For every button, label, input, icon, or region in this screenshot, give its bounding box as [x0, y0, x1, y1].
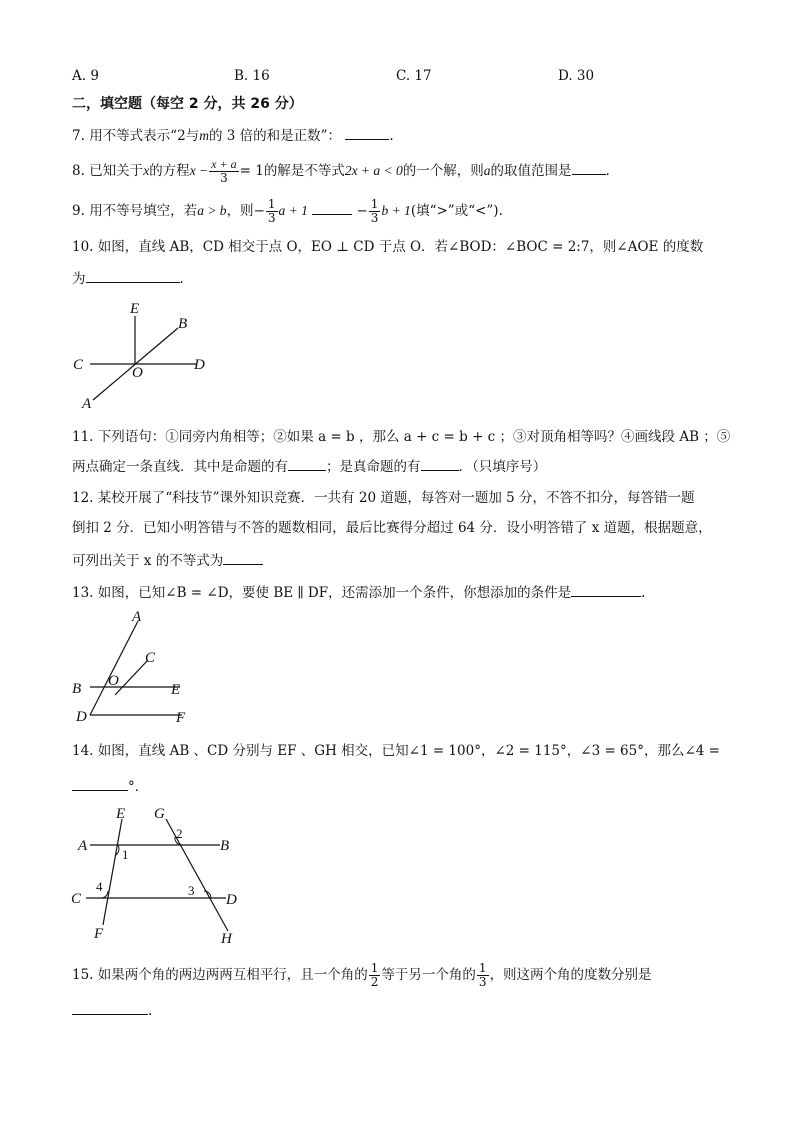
q9-fraction-1: $\frac{1}{3}$	[267, 197, 276, 225]
label-f: F	[94, 926, 104, 942]
q15-number: 15.	[72, 967, 94, 983]
label-d: D	[76, 709, 87, 725]
label-a: A	[82, 396, 92, 412]
q9-number: 9.	[72, 203, 85, 219]
q9-text-c: (填“>”或“<”).	[410, 203, 503, 219]
angle-4-label: 4	[96, 879, 103, 894]
q9-fraction-2: $\frac{1}{3}$	[370, 197, 379, 225]
q7-text-b: 的 3 倍的和是正数”：	[208, 128, 342, 144]
q7-var: m	[199, 128, 209, 143]
q12-text-1: 某校开展了“科技节”课外知识竞赛．一共有 20 道题，每答对一题加 5 分，不答不扣分，每答错一题	[97, 490, 695, 506]
q15-text-c: ，则这两个角的度数分别是	[489, 967, 652, 983]
question-9	[72, 198, 503, 225]
q11-text-2c: ．（只填序号）	[458, 459, 547, 475]
question-15-line-2	[72, 1000, 152, 1020]
q8-answer-blank[interactable]	[572, 160, 606, 175]
q9-neg-2: −	[356, 203, 368, 219]
label-a: A	[132, 609, 142, 625]
q10-text-1: 如图，直线 AB，CD 相交于点 O，EO ⊥ CD 于点 O．若∠BOD：∠BOC = 2:7，则∠AOE 的度数	[97, 239, 704, 255]
angle-1-label: 1	[122, 847, 129, 862]
q10-answer-blank[interactable]	[86, 268, 180, 283]
figure-13	[70, 605, 210, 730]
q7-number: 7.	[72, 128, 85, 144]
q11-text-2a: 两点确定一条直线．其中是命题的有	[72, 459, 288, 475]
question-12-line-2: 倒扣 2 分．已知小明答错与不答的题数相同，最后比赛得分超过 64 分．设小明答错了 x 道题，根据题意，	[72, 520, 712, 536]
angle-2-label: 2	[176, 826, 183, 841]
q15-fraction-2: $\frac{1}{3}$	[478, 961, 487, 989]
q10-end: .	[179, 271, 184, 287]
label-b: B	[178, 316, 188, 332]
label-o: O	[108, 673, 119, 689]
q8-number: 8.	[72, 163, 85, 179]
question-13	[72, 582, 645, 602]
line-ef	[103, 819, 122, 925]
question-10-line-2	[72, 268, 184, 288]
label-e: E	[171, 682, 181, 698]
q8-eq-right: = 1	[239, 163, 264, 179]
q11-blank-true-propositions[interactable]	[421, 456, 459, 471]
q15-answer-blank[interactable]	[72, 1000, 148, 1015]
q13-answer-blank[interactable]	[571, 582, 641, 597]
q9-text-b: ，则	[226, 203, 254, 219]
question-12-line-3	[72, 550, 263, 570]
q12-answer-blank[interactable]	[223, 550, 263, 565]
section-title: 二，填空题（每空 2 分，共 26 分）	[72, 96, 303, 112]
option-a: A. 9	[72, 68, 99, 84]
q8-text-c: 的解是不等式	[263, 163, 345, 179]
q9-answer-blank[interactable]	[312, 200, 352, 215]
figure-14	[68, 803, 248, 948]
q9-neg-1: −	[253, 203, 265, 219]
option-d: D. 30	[558, 68, 595, 84]
option-c: C. 17	[396, 68, 432, 84]
question-10-line-1	[72, 238, 703, 256]
question-7	[72, 125, 394, 145]
label-h: H	[221, 931, 232, 947]
q8-end: .	[605, 163, 610, 179]
q7-answer-blank[interactable]	[345, 125, 389, 140]
q15-end: .	[148, 1003, 153, 1019]
question-14-line-2	[72, 776, 148, 796]
q8-var: x	[143, 163, 150, 178]
angle-4-arc	[102, 891, 108, 898]
q8-text-a: 已知关于	[89, 163, 144, 179]
q11-blank-propositions[interactable]	[288, 456, 326, 471]
q15-text-a: 如果两个角的两边两两互相平行，且一个角的	[97, 967, 368, 983]
q15-text-b: 等于另一个角的	[381, 967, 476, 983]
label-o: O	[132, 365, 143, 381]
q13-text: 如图，已知∠B = ∠D，要使 BE ∥ DF，还需添加一个条件，你想添加的条件是	[97, 585, 572, 601]
question-15-line-1	[72, 962, 652, 989]
q14-number: 14.	[72, 743, 94, 759]
q7-end: .	[389, 128, 394, 144]
q8-var2: a	[483, 163, 491, 178]
question-8	[72, 158, 610, 185]
q9-cond: a > b	[197, 203, 227, 218]
q8-text-d: 的一个解，则	[402, 163, 484, 179]
q11-text-2b: ；是真命题的有	[326, 459, 421, 475]
q7-text-a: 用不等式表示“2与	[89, 128, 200, 144]
label-d: D	[194, 357, 205, 373]
label-c: C	[145, 650, 156, 666]
q14-answer-blank[interactable]	[72, 776, 128, 791]
q8-eq-left: x −	[189, 163, 209, 178]
label-d: D	[226, 892, 237, 908]
label-a: A	[78, 838, 88, 854]
label-g: G	[154, 806, 165, 822]
q9-expr-2: b + 1	[381, 203, 411, 218]
line-oc	[115, 660, 148, 695]
label-c: C	[71, 891, 82, 907]
q13-end: .	[641, 585, 646, 601]
figure-10	[70, 298, 220, 413]
label-b: B	[220, 838, 230, 854]
question-11-line-2	[72, 456, 546, 476]
q9-expr-1: a + 1	[278, 203, 308, 218]
q11-text-1: 下列语句：①同旁内角相等；②如果 a = b ，那么 a + c = b + c ；③对顶角相等吗？④画线段 AB ；⑤	[97, 429, 731, 445]
q11-number: 11.	[72, 429, 94, 445]
q14-end: °．	[128, 779, 149, 795]
q8-text-b: 的方程	[149, 163, 190, 179]
question-14-line-1	[72, 742, 720, 760]
label-f: F	[176, 710, 186, 726]
q10-number: 10.	[72, 239, 94, 255]
angle-3-label: 3	[188, 883, 195, 898]
q8-text-e: 的取值范围是	[490, 163, 572, 179]
label-c: C	[73, 357, 84, 373]
q14-text: 如图，直线 AB 、CD 分别与 EF 、GH 相交，已知∠1 = 100°，∠2 = 115°，∠3 = 65°，那么∠4 =	[97, 743, 720, 759]
q12-text-3: 可列出关于 x 的不等式为	[72, 553, 224, 569]
line-ba	[90, 621, 138, 715]
label-b: B	[72, 681, 82, 697]
question-12-line-1	[72, 489, 695, 507]
label-e: E	[116, 806, 126, 822]
q9-text-a: 用不等号填空，若	[89, 203, 198, 219]
question-11-line-1	[72, 428, 730, 446]
q8-ineq: 2x + a < 0	[344, 163, 403, 178]
q8-fraction: $\frac{x + a}{3}$	[211, 157, 237, 185]
q12-number: 12.	[72, 490, 94, 506]
option-b: B. 16	[234, 68, 270, 84]
q10-text-2: 为	[72, 271, 86, 287]
label-e: E	[130, 301, 140, 317]
q13-number: 13.	[72, 585, 94, 601]
q15-fraction-1: $\frac{1}{2}$	[370, 961, 379, 989]
